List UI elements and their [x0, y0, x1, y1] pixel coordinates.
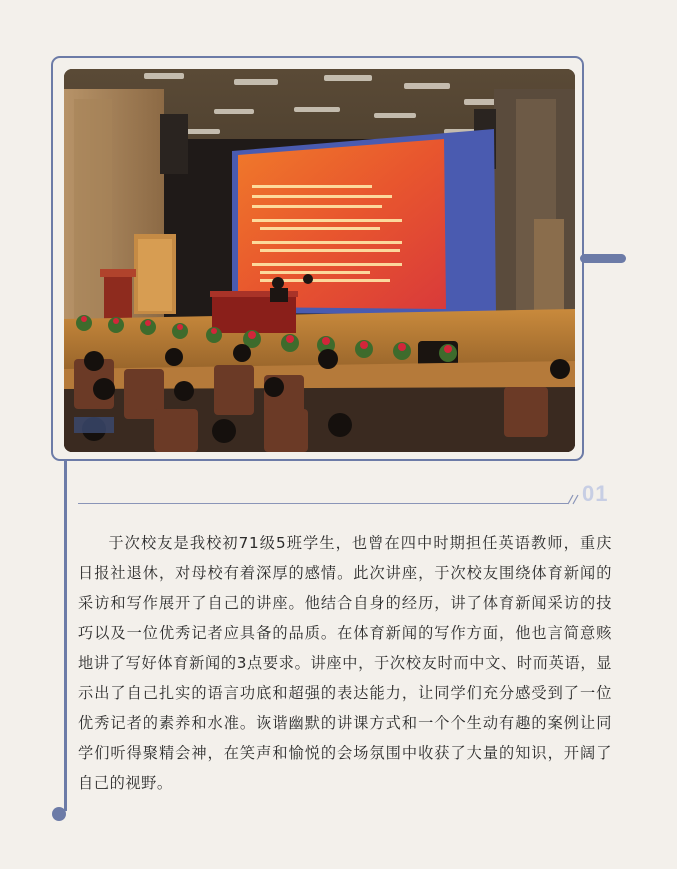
photo-frame: [51, 56, 584, 461]
lecture-hall-image: [64, 69, 575, 452]
timeline-dot: [52, 807, 66, 821]
frame-accent-bar: [580, 254, 626, 263]
lecture-hall-photo: [64, 69, 575, 452]
article-paragraph: 于次校友是我校初71级5班学生，也曾在四中时期担任英语教师，重庆日报社退休，对母校有着深厚的感情。此次讲座，于次校友围绕体育新闻的采访和写作展开了自己的讲座。他结合自身的经历，讲了体育新闻采访的技巧以及一位优秀记者应具备的品质。在体育新闻的写作方面，他也言简意赅地讲了写好体育新闻的3点要求。讲座中，于次校友时而中文、时而英语，显示出了自己扎实的语言功底和超强的表达能力，让同学们充分感受到了一位优秀记者的素养和水准。诙谐幽默的讲课方式和一个个生动有趣的案例让同学们听得聚精会神，在笑声和愉悦的会场氛围中收获了大量的知识，开阔了自己的视野。: [78, 534, 612, 792]
section-number: 01: [582, 481, 609, 506]
double-slash-icon: [566, 493, 580, 505]
timeline-line: [64, 461, 67, 811]
section-divider: [78, 503, 568, 504]
